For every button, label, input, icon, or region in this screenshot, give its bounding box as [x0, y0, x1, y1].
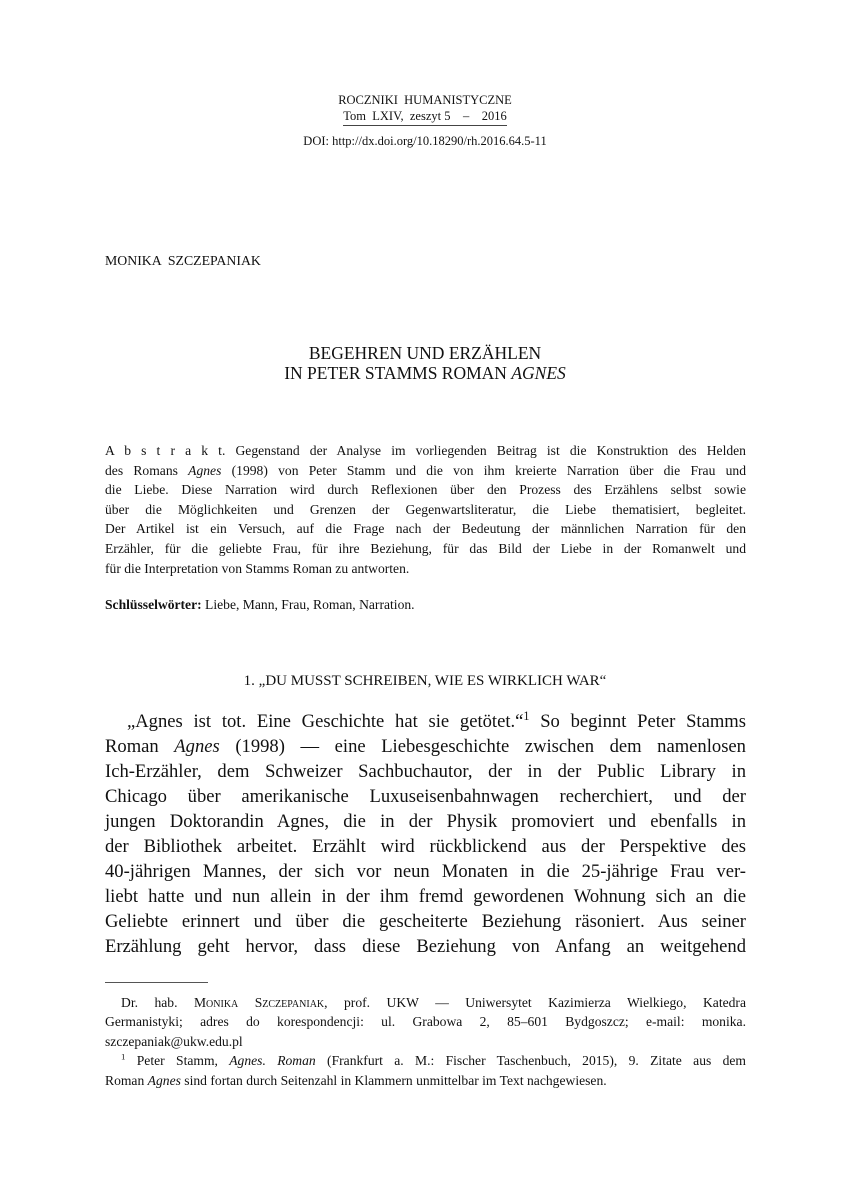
author-name: MONIKA SZCZEPANIAK	[105, 253, 261, 268]
abstract-line: Erzähler, für die geliebte Frau, für ihre Beziehung, für das Bild der Liebe in der Romanwelt und	[105, 540, 746, 556]
title-line-2	[0, 363, 850, 383]
abstract-line: (1998) von Peter Stamm und die von ihm kreierte Narration über die Frau und	[221, 462, 746, 478]
footnote-text: Germanistyki; adres do korespondencji: ul. Grabowa 2, 85–601 Bydgoszcz; e-mail: monika.	[105, 1014, 746, 1030]
journal-header	[0, 92, 850, 149]
footnotes	[105, 993, 746, 1090]
footnote-text: , prof. UKW — Uniwersytet Kazimierza Wielkiego, Katedra	[324, 995, 746, 1010]
abstract-italic: Agnes	[188, 462, 222, 478]
body-italic: Agnes	[174, 736, 220, 757]
body-line: der Bibliothek arbeitet. Erzählt wird rückblickend aus der Perspektive des	[105, 836, 746, 857]
footnote-divider	[105, 982, 208, 983]
body-text	[105, 709, 746, 959]
body-line: „Agnes ist tot. Eine Geschichte hat sie getötet.“	[127, 711, 524, 732]
doi: DOI: http://dx.doi.org/10.18290/rh.2016.64.5-11	[303, 134, 547, 148]
abstract-line: über die Möglichkeiten und Grenzen der Gegenwartsliteratur, die Liebe thematisiert, begleitet.	[105, 501, 746, 517]
body-line: liebt hatte und nun allein in der ihm fremd gewordenen Wohnung sich an die	[105, 886, 746, 907]
journal-volume: Tom LXIV, zeszyt 5 – 2016	[343, 108, 506, 126]
footnote-text: (Frankfurt a. M.: Fischer Taschenbuch, 2015), 9. Zitate aus dem	[315, 1053, 747, 1069]
title-line-1: BEGEHREN UND ERZÄHLEN	[308, 343, 542, 363]
body-line: jungen Doktorandin Agnes, die in der Physik promoviert und ebenfalls in	[105, 811, 746, 832]
body-line: Roman	[105, 736, 175, 757]
body-line: 40-jährigen Mannes, der sich vor neun Monaten in die 25-jährige Frau ver-	[105, 861, 746, 882]
keywords-text: Liebe, Mann, Frau, Roman, Narration.	[201, 597, 415, 613]
article-title	[0, 343, 850, 383]
footnote-text: Peter Stamm,	[125, 1053, 230, 1069]
footnote-text: sind fortan durch Seitenzahl in Klammern unmittelbar im Text nachgewiesen.	[180, 1072, 607, 1088]
body-line: So beginnt Peter Stamms	[529, 711, 746, 732]
abstract-line: für die Interpretation von Stamms Roman zu antworten.	[105, 560, 410, 576]
body-line: Ich-Erzähler, dem Schweizer Sachbuchautor, der in der Public Library in	[105, 761, 746, 782]
footnote-text: Dr. hab.	[121, 995, 194, 1010]
footnote-italic: Agnes. Roman	[229, 1053, 316, 1069]
abstract-line: Gegenstand der Analyse im vorliegenden Beitrag ist die Konstruktion des Helden	[225, 443, 746, 458]
section-heading: 1. „DU MUSST SCHREIBEN, WIE ES WIRKLICH WAR“	[243, 673, 607, 689]
title-italic: AGNES	[511, 363, 566, 383]
abstract-line: die Liebe. Diese Narration wird durch Reflexionen über den Prozess des Erzählens selbst sowie	[105, 482, 746, 498]
footnote-text: Roman	[105, 1072, 148, 1088]
footnote-number: 1	[121, 1051, 126, 1062]
footnote-italic: Agnes	[147, 1072, 181, 1088]
keywords	[105, 595, 746, 615]
abstract-line: des Romans	[105, 462, 189, 478]
title-text: IN PETER STAMMS ROMAN	[284, 363, 512, 383]
body-line: Erzählung geht hervor, dass diese Beziehung von Anfang an weitgehend	[105, 936, 746, 957]
abstract	[105, 441, 746, 615]
body-line: Geliebte erinnert und über die gescheiterte Beziehung räsoniert. Aus seiner	[105, 911, 746, 932]
footnote-ref[interactable]: 1	[523, 708, 530, 723]
body-line: Chicago über amerikanische Luxuseisenbahnwagen recherchiert, und der	[105, 786, 746, 807]
journal-name: ROCZNIKI HUMANISTYCZNE	[338, 93, 512, 107]
keywords-label: Schlüsselwörter:	[105, 597, 202, 613]
footnote-email[interactable]: szczepaniak@ukw.edu.pl	[105, 1033, 243, 1049]
body-line: (1998) — eine Liebesgeschichte zwischen dem namenlosen	[219, 736, 746, 757]
abstract-label: A b s t r a k t.	[105, 443, 226, 458]
footnote-author: Monika Szczepaniak	[193, 995, 325, 1010]
abstract-line: Der Artikel ist ein Versuch, auf die Frage nach der Bedeutung der männlichen Narration für den	[105, 521, 746, 537]
